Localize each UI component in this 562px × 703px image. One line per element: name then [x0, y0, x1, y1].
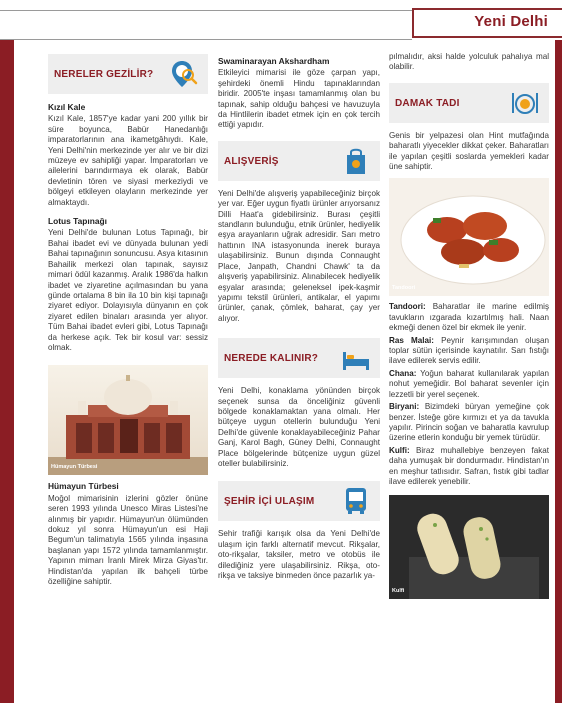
photo-caption: Tandoori: [392, 285, 416, 292]
tandoori-illustration: [389, 178, 549, 296]
heading-kizil-kale: Kızıl Kale: [48, 102, 86, 112]
photo-caption: Hümayun Türbesi: [51, 463, 98, 470]
section-title: DAMAK TADI: [395, 97, 460, 109]
text-humayun: Moğol mimarisinin izlerini gözler önüne seren 1993 yılında Unesco Miras Listesi'ne alınmış bir yapıdır. Hümayun'un ölümünden dokuz yıl sonra Hümayun'un esi Haji Begum'un talimatıyla 1565 yılında inşasına başlanan yapı 1572 yılında tamamlanmıştır. Yapının mimarı İranlı Mirek Mirza Giyas'tır. Hindistan'da yapılan ilk bahçeli türbe özelliğine sahiptir.: [48, 493, 208, 586]
text-lotus: Yeni Delhi'de bulunan Lotus Tapınağı, bir Bahai ibadet evi ve dünyada bulunan yedi Bahai tapınağının sonuncusu. Asya kıtasının Bahailik merkezi olan tapınak, sayısız mimari ödül kazanmış. Aralık 1986'da halkın ibadet ve ziyaretine açılmasından bu yana günde ortalama 8 bin ila 10 bin kişi tapınağı ziyaret ediyor. Dolayısıyla dünyanın en çok ziyaret edilen binaları arasında yer alıyor. Tüm Bahai ibadet evleri gibi, Lotus Tapınağı da herkese açık. Tek bir kosul var: sessiz olmak.: [48, 228, 208, 352]
dish-text: Yoğun baharat kullanılarak yapılan nohut yemeğidir. Bol baharat sevenler için lezzetli bir yerel seçenek.: [389, 368, 549, 399]
dish-name: Biryani:: [389, 402, 420, 412]
section-taste: [389, 83, 549, 123]
section-title: ALIŞVERİŞ: [224, 155, 279, 167]
section-where-to-stay: [218, 338, 380, 378]
text-kizil-kale: Kızıl Kale, 1857'ye kadar yani 200 yıllık bir süre boyunca, Babür Hanedanlığı imparatorlarının ana ikametgâhıydı. Kale, Yeni Delhi'nin merkezinde yer alır ve bir dizi müzeye ev sahipliği yapar. İmparatorları ve ailelerini barındırmaya ek olarak, Babür devletinin tören ve siyasi merkeziydi ve bölgeyi etkileyen olayların merkezinde yer almaktaydı.: [48, 114, 208, 207]
bed-icon: [340, 342, 372, 374]
photo-kulfi: [389, 495, 549, 599]
text-swaminarayan: Etkileyici mimarisi ile göze çarpan yapı, şehirdeki önemli Hindu tapınaklarından biridir. 2005'te inşası tamamlanmış olan bu tapınak, sahip olduğu bahçesi ve havuzuyla da Hintlilerin ibadet etmek için en çok tercih ettiği yapıdır.: [218, 68, 380, 130]
dish-item: [389, 302, 549, 333]
dish-name: Tandoori:: [389, 302, 426, 312]
section-where-to-go: [48, 54, 208, 94]
text-shopping: Yeni Delhi'de alışveriş yapabileceğiniz birçok yer var. Eğer uygun fiyatlı ürünler arıyorsanız Dilli Haat'a gidebilirsiniz. Burası çeşitli standların bulunduğu, etnik ürünler, hediyelik eşya arayanların uğrak adresidir. Sarı metro hattının INA istasyonunda inerek buraya ulaşabilirsiniz. Bunun dışında Connaught Place, Janpath, Chandni Chawk' ta da alışveriş yapabilirsiniz. Alınabilecek hediyelik eşyalar arasında; geleneksel ipek-kaşmir yapımı tekstil ürünleri, antikalar, el yapımı ürünler, çanak, çömlek, baharat, çay yer alıyor.: [218, 188, 380, 323]
dish-text: Bizimdeki büryan yemeğine çok benzer. İsteğe göre kırmızı et ya da tavukla yapılır. Pirincin soğan ve baharatla kavrulup üzerine etlerin konduğu bir yemek türüdür.: [389, 402, 549, 443]
page-title: Yeni Delhi: [474, 13, 548, 30]
text-transport: Sehir trafiği karışık olsa da Yeni Delhi'de ulaşım için farklı alternatif mevcut. Rikşalar, oto-rikşalar, taksiler, metro ve otobüs ile dilediğiniz yere ulaşabilirsiniz. Rikşa, oto-rikşa ve taksiye binmeden önce pazarlık ya-: [218, 529, 380, 580]
text-taste: Genis bir yelpazesi olan Hint mutfağında baharatlı yiyecekler dikkat çeker. Baharatları ile yapılan çeşitli soslarda yemekleri kadar üne sahiptir.: [389, 130, 549, 172]
dish-item: [389, 402, 549, 444]
dish-item: [389, 446, 549, 488]
dishes-list: [389, 302, 549, 487]
dish-item: [389, 336, 549, 367]
text-where-to-stay: Yeni Delhi, konaklama yönünden birçok seçenek sunsa da önceliğiniz güvenli bölgede konaklamaktan yana olmalı. Her bütçeye uygun otellerin bulunduğu Yeni Delhi'de güvenle konaklayabileceğiniz Pahar Ganj, Karol Bagh, Güney Delhi, Connaught Place bölgelerinde bütçenize uygun güzel oteller bulabilirsiniz.: [218, 386, 380, 468]
dish-text: Biraz muhallebiye benzeyen fakat daha yumuşak bir dondurmadır. Hindistan'ın en meşhur tatlısıdır. Safran, fıstık gibi tadlar ilave edilerek yenebilir.: [389, 445, 549, 486]
photo-caption: Kulfi: [392, 587, 405, 594]
map-pin-search-icon: [168, 58, 200, 90]
photo-tandoori: [389, 178, 549, 296]
plate-cutlery-icon: [509, 87, 541, 119]
section-title: NERELER GEZİLİR?: [54, 69, 154, 80]
column-2: [218, 48, 380, 583]
left-accent-bar: [0, 40, 14, 703]
right-accent-bar: [555, 40, 562, 703]
column-1: [48, 48, 208, 589]
header-rule: [0, 10, 412, 40]
dish-text: Peynir karışımından oluşan toplar sütün içerisinde kaynatılır. Sarı fıstığı ilave edilerek servis edilir.: [389, 335, 549, 366]
humayun-tomb-illustration: [48, 365, 208, 475]
section-transport: [218, 481, 380, 521]
heading-lotus: Lotus Tapınağı: [48, 216, 107, 227]
dish-text: Baharatlar ile marine edilmiş tavukların ızgarada kızartılmış hali. Naan ekmeği denen özel bir ekmek ile yenir.: [389, 302, 549, 333]
column-3: [389, 48, 549, 605]
dish-item: [389, 369, 549, 400]
heading-swaminarayan: Swaminarayan Akshardham: [218, 56, 330, 66]
heading-humayun: Hümayun Türbesi: [48, 481, 119, 492]
section-title: ŞEHİR İÇİ ULAŞIM: [224, 496, 315, 508]
kulfi-illustration: [389, 495, 549, 599]
text-transport-cont: pılmalıdır, aksi halde yolculuk pahalıya mal olabilir.: [389, 52, 549, 72]
section-shopping: [218, 141, 380, 181]
dish-name: Ras Malai:: [389, 335, 434, 345]
dish-name: Kulfi:: [389, 445, 410, 455]
shopping-bag-icon: [340, 145, 372, 177]
dish-name: Chana:: [389, 368, 417, 378]
section-title: NEREDE KALINIR?: [224, 353, 319, 365]
photo-humayun: [48, 365, 208, 475]
bus-icon: [340, 485, 372, 517]
